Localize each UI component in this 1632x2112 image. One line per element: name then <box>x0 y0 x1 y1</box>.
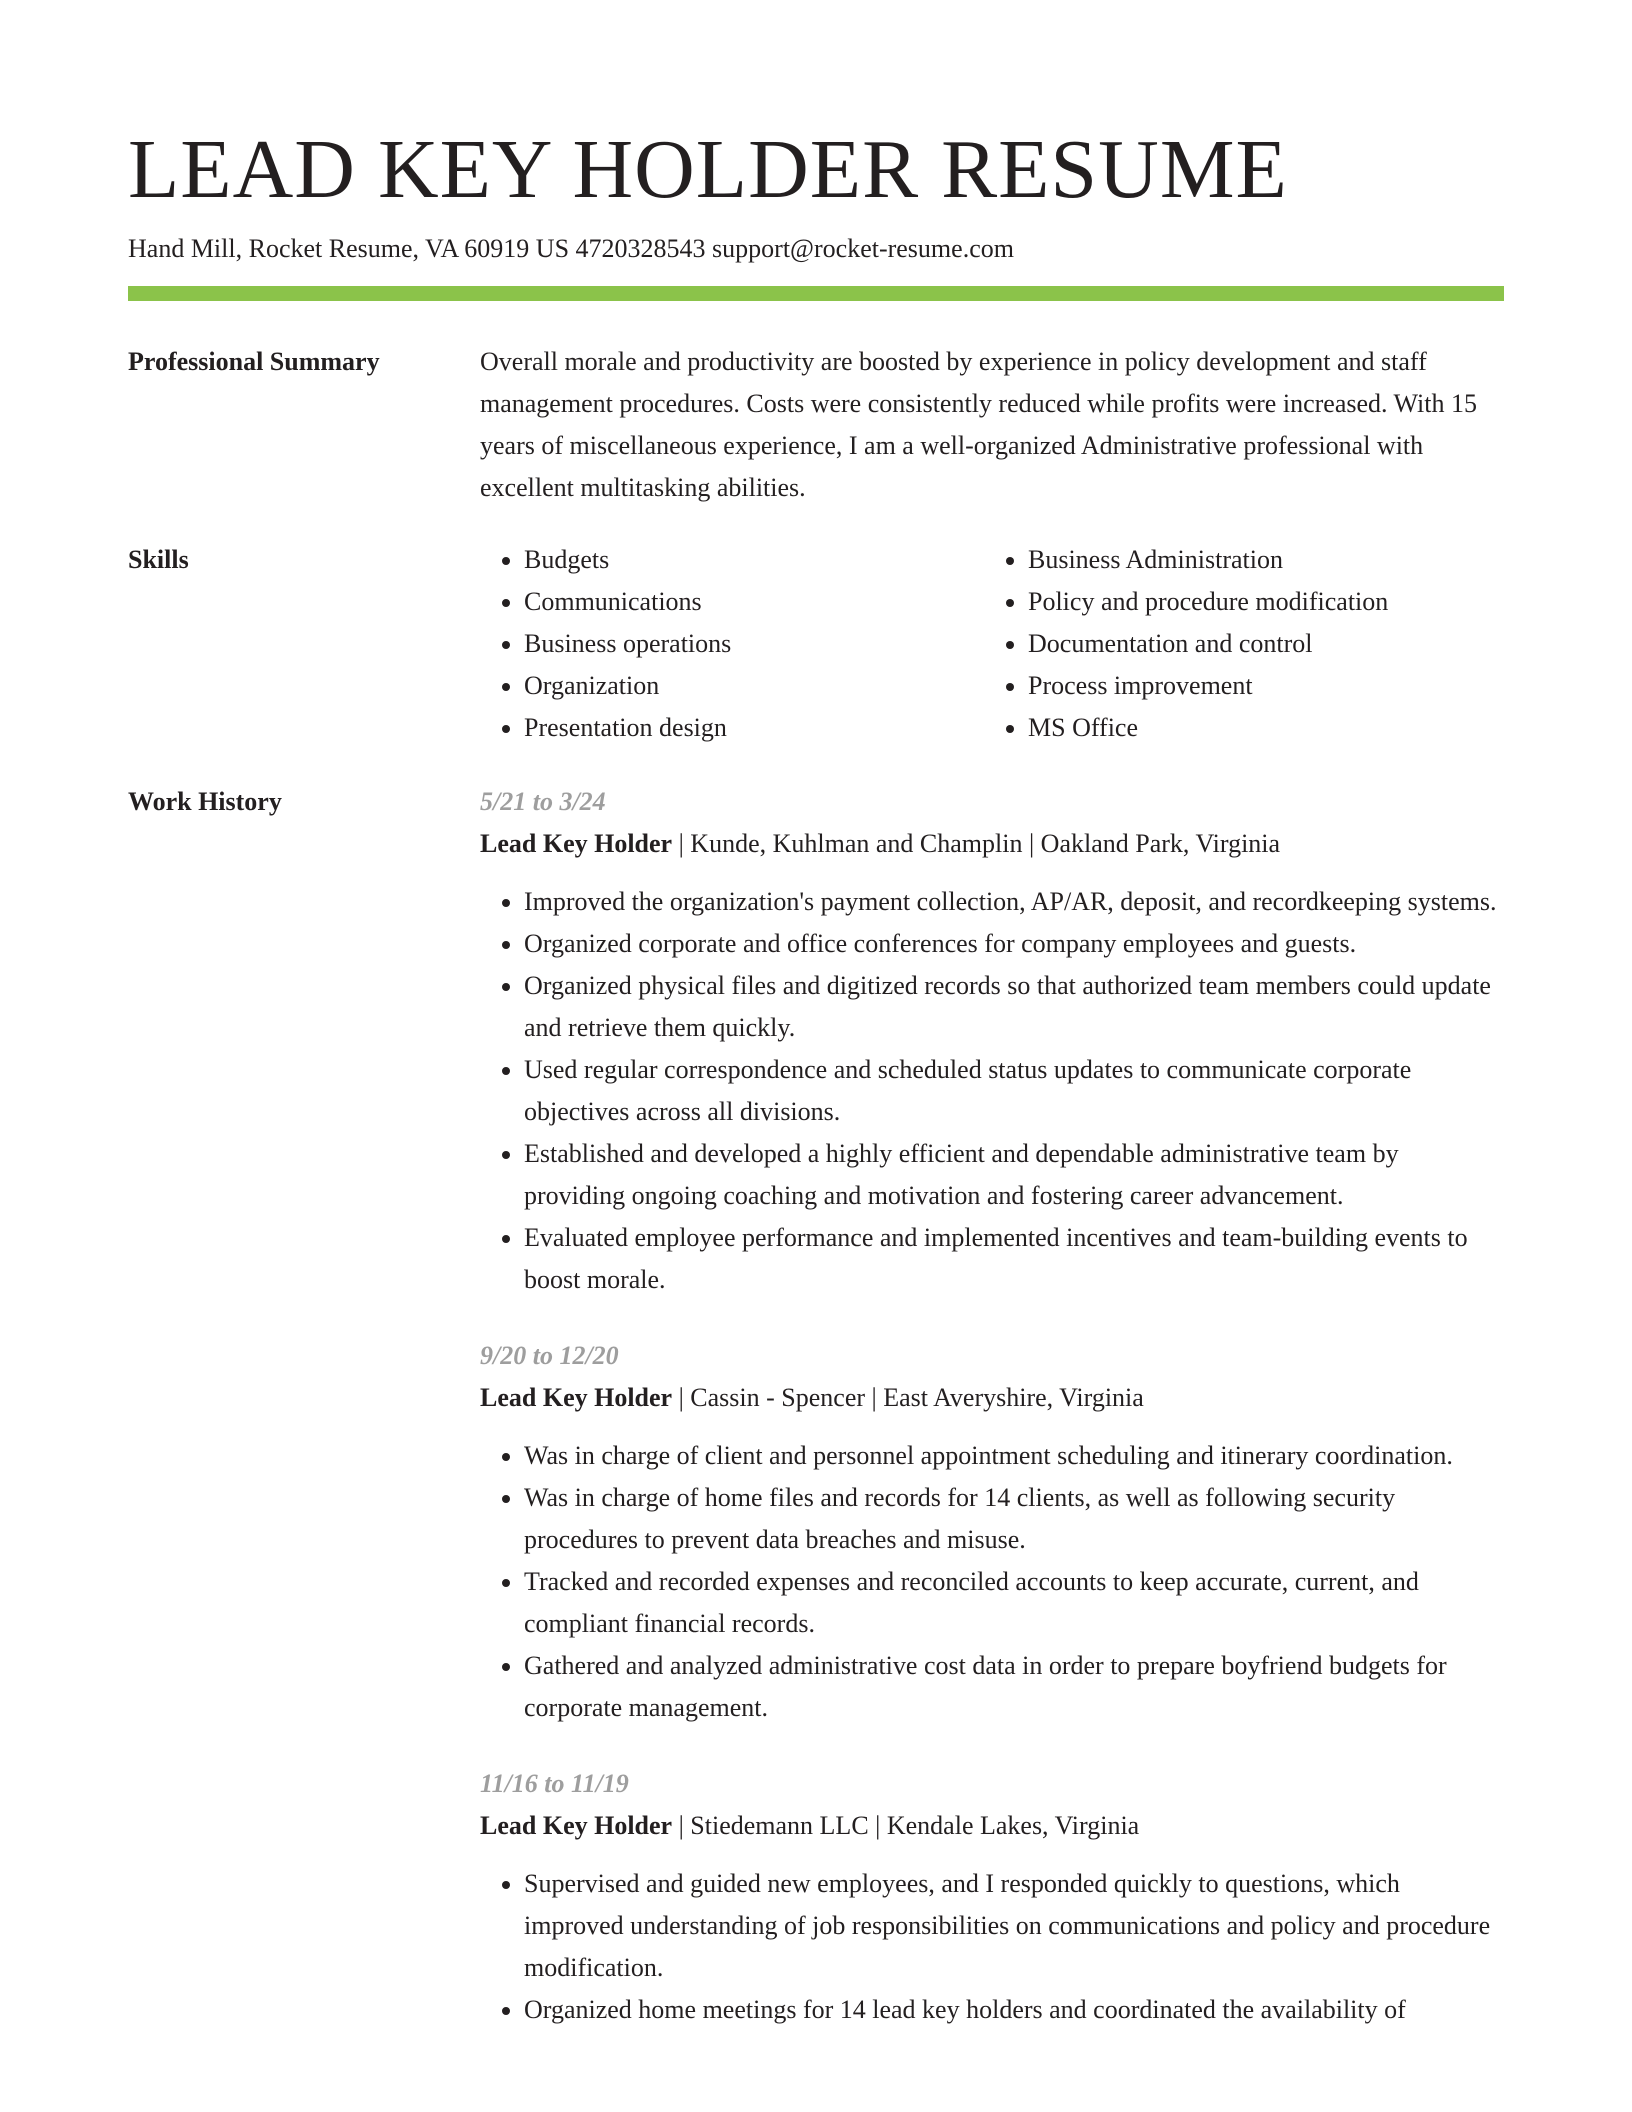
job-entry <box>480 781 1504 1301</box>
job-details: | Stiedemann LLC | Kendale Lakes, Virginia <box>672 1811 1140 1840</box>
job-dates: 9/20 to 12/20 <box>480 1341 619 1370</box>
job-details: | Kunde, Kuhlman and Champlin | Oakland Park, Virginia <box>672 829 1281 858</box>
skill-item: • Organization <box>524 665 984 707</box>
job-title: Lead Key Holder <box>480 829 673 858</box>
skill-item: • Business operations <box>524 623 984 665</box>
resume-title: LEAD KEY HOLDER RESUME <box>128 123 1288 216</box>
skill-item: • Documentation and control <box>1028 623 1488 665</box>
job-bullet: • Organized physical files and digitized records so that authorized team members could update and retrieve them quickly. <box>524 965 1504 1049</box>
summary-section <box>128 341 1504 509</box>
job-bullet: • Established and developed a highly efficient and dependable administrative team by providing ongoing coaching and motivation and fostering career advancement. <box>524 1133 1504 1217</box>
job-bullet: • Evaluated employee performance and implemented incentives and team-building events to boost morale. <box>524 1217 1504 1301</box>
job-bullets <box>480 1435 1504 1729</box>
skills-list-right <box>984 539 1488 749</box>
job-bullet: • Organized corporate and office conferences for company employees and guests. <box>524 923 1504 965</box>
job-title: Lead Key Holder <box>480 1811 673 1840</box>
skill-item: • Communications <box>524 581 984 623</box>
job-dates: 5/21 to 3/24 <box>480 787 606 816</box>
skills-section <box>128 539 1504 749</box>
work-history-section <box>128 781 1504 2031</box>
skill-item: • Process improvement <box>1028 665 1488 707</box>
job-bullet: • Improved the organization's payment collection, AP/AR, deposit, and recordkeeping systems. <box>524 881 1504 923</box>
skill-item: • Presentation design <box>524 707 984 749</box>
job-heading <box>480 1805 1504 1847</box>
job-heading <box>480 823 1504 865</box>
skills-list-left <box>480 539 984 749</box>
job-bullet: • Supervised and guided new employees, and I responded quickly to questions, which improved understanding of job responsibilities on communications and policy and procedure modification. <box>524 1863 1504 1989</box>
job-bullets <box>480 881 1504 1301</box>
skill-item: • Budgets <box>524 539 984 581</box>
job-title: Lead Key Holder <box>480 1383 673 1412</box>
resume-page <box>128 120 1504 2031</box>
job-bullet: • Tracked and recorded expenses and reconciled accounts to keep accurate, current, and compliant financial records. <box>524 1561 1504 1645</box>
contact-line: Hand Mill, Rocket Resume, VA 60919 US 4720328543 support@rocket-resume.com <box>128 234 1014 263</box>
job-heading <box>480 1377 1504 1419</box>
job-entry <box>480 1335 1504 1729</box>
job-bullet: • Was in charge of client and personnel appointment scheduling and itinerary coordination. <box>524 1435 1504 1477</box>
skill-item: • Policy and procedure modification <box>1028 581 1488 623</box>
summary-text: Overall morale and productivity are boosted by experience in policy development and staff management procedures. Costs were consistently reduced while profits were increased. With 15 years of miscellaneous experience, I am a well-organized Administrative professional with excellent multitasking abilities. <box>480 347 1477 502</box>
job-details: | Cassin - Spencer | East Averyshire, Virginia <box>672 1383 1144 1412</box>
job-bullet: • Gathered and analyzed administrative cost data in order to prepare boyfriend budgets for corporate management. <box>524 1645 1504 1729</box>
job-entry <box>480 1763 1504 2031</box>
work-history-heading: Work History <box>128 787 282 816</box>
job-bullet: • Was in charge of home files and records for 14 clients, as well as following security procedures to prevent data breaches and misuse. <box>524 1477 1504 1561</box>
skill-item: • Business Administration <box>1028 539 1488 581</box>
job-bullet: • Used regular correspondence and scheduled status updates to communicate corporate objectives across all divisions. <box>524 1049 1504 1133</box>
job-bullets <box>480 1863 1504 2031</box>
accent-divider <box>128 286 1504 301</box>
job-dates: 11/16 to 11/19 <box>480 1769 629 1798</box>
skills-heading: Skills <box>128 545 189 574</box>
skill-item: • MS Office <box>1028 707 1488 749</box>
job-bullet: • Organized home meetings for 14 lead key holders and coordinated the availability of <box>524 1989 1504 2031</box>
summary-heading: Professional Summary <box>128 347 380 376</box>
